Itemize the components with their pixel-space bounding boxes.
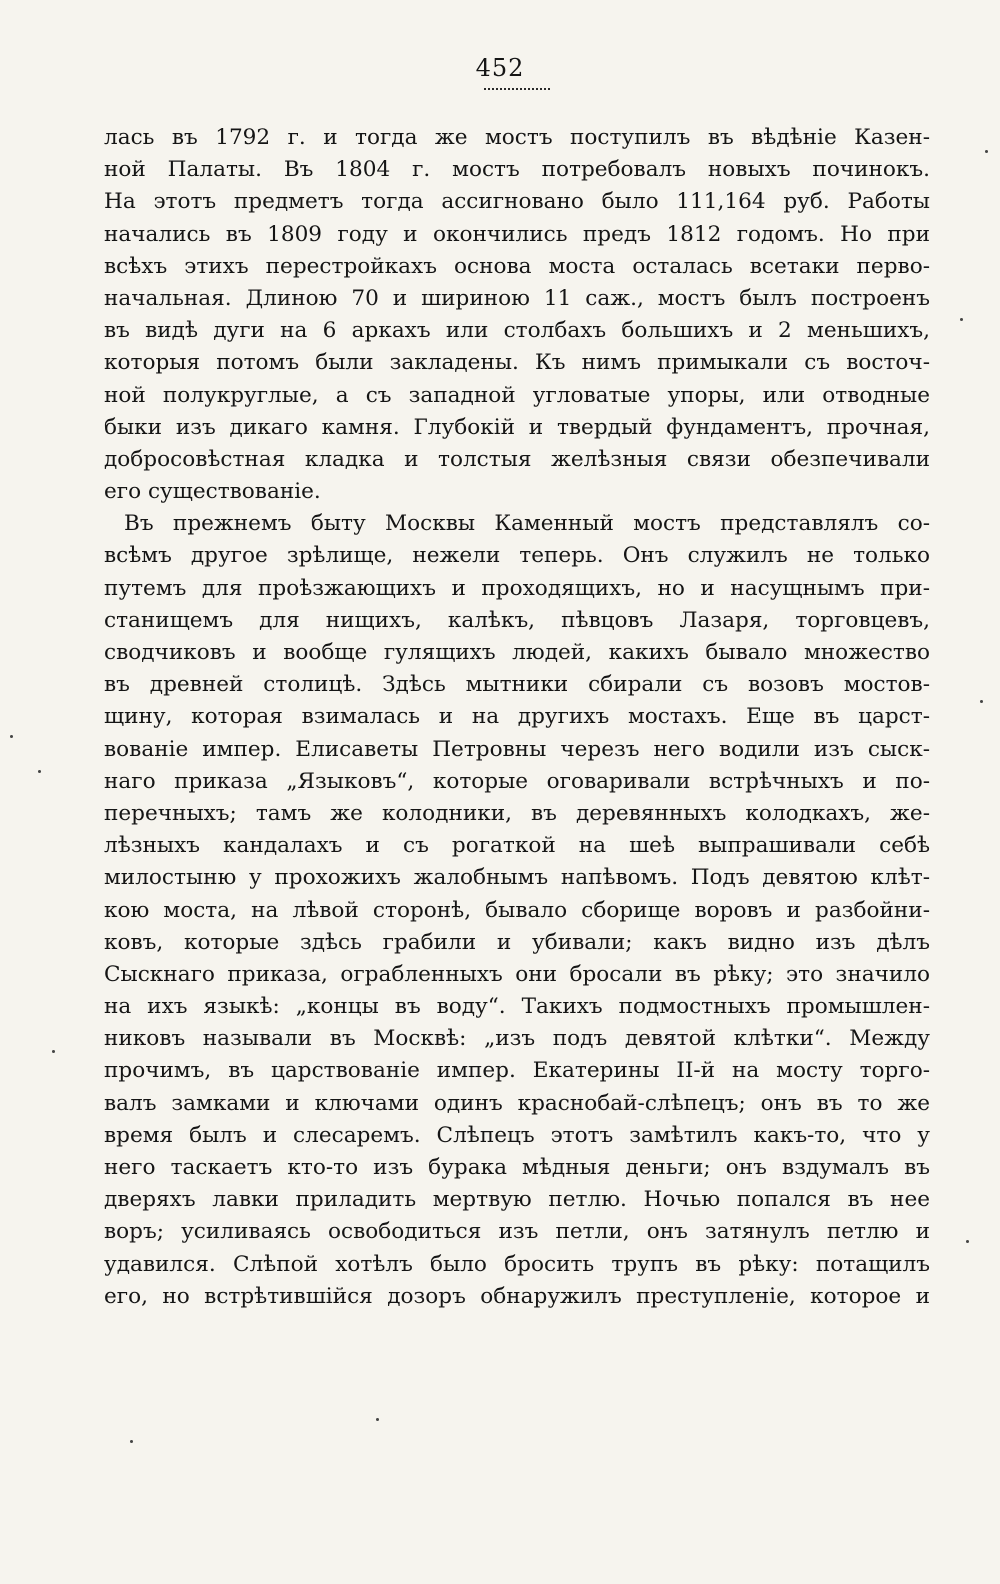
print-speck (960, 318, 963, 321)
text-line: милостыню у прохожихъ жалобнымъ напѣвомъ. Подъ девятою клѣт- (104, 865, 930, 891)
text-line: ной Палаты. Въ 1804 г. мостъ потребовалъ новыхъ починокъ. (104, 157, 930, 183)
text-line: лѣзныхъ кандалахъ и съ рогаткой на шеѣ выпрашивали себѣ (104, 833, 930, 859)
text-line: начальная. Длиною 70 и шириною 11 саж., мостъ былъ построенъ (104, 285, 930, 311)
text-line: всѣхъ этихъ перестройкахъ основа моста осталась всетаки перво- (104, 253, 930, 279)
print-speck (966, 1240, 969, 1243)
page-number: 452 (475, 54, 525, 82)
text-line: лась въ 1792 г. и тогда же мостъ поступилъ въ вѣдѣніе Казен- (104, 125, 930, 150)
text-line: щину, которая взималась и на другихъ мостахъ. Еще въ царст- (104, 704, 930, 730)
text-line: быки изъ дикаго камня. Глубокій и твердый фундаментъ, прочная, (104, 414, 930, 440)
text-line: валъ замками и ключами одинъ краснобай-слѣпецъ; онъ въ то же (104, 1090, 930, 1116)
print-speck (980, 700, 983, 703)
text-line: добросовѣстная кладка и толстыя желѣзныя связи обезпечивали (104, 446, 930, 472)
text-line: путемъ для проѣзжающихъ и проходящихъ, но и насущнымъ при- (104, 575, 930, 601)
text-line: воръ; усиливаясь освободиться изъ петли, онъ затянулъ петлю и (104, 1219, 930, 1245)
text-line: дверяхъ лавки приладить мертвую петлю. Ночью попался въ нее (104, 1187, 930, 1213)
text-line: всѣмъ другое зрѣлище, нежели теперь. Онъ служилъ не только (104, 543, 930, 569)
print-speck (38, 770, 41, 773)
print-speck (10, 735, 13, 738)
text-line: ковъ, которые здѣсь грабили и убивали; какъ видно изъ дѣлъ (104, 929, 930, 955)
print-speck (52, 1050, 55, 1053)
text-line: Сыскнаго приказа, ограбленныхъ они бросали въ рѣку; это значило (104, 961, 930, 987)
text-line: въ видѣ дуги на 6 аркахъ или столбахъ большихъ и 2 меньшихъ, (104, 318, 930, 344)
paragraph-first-line: Въ прежнемъ быту Москвы Каменный мостъ представлялъ со- (124, 511, 930, 537)
text-line: вованіе импер. Елисаветы Петровны черезъ него водили изъ сыск- (104, 736, 930, 762)
text-line: въ древней столицѣ. Здѣсь мытники сбирали съ возовъ мостов- (104, 672, 930, 698)
print-speck (985, 150, 988, 153)
text-line: время былъ и слесаремъ. Слѣпецъ этотъ замѣтилъ какъ-то, что у (104, 1122, 930, 1148)
print-speck (130, 1440, 133, 1443)
text-line: прочимъ, въ царствованіе импер. Екатерины II-й на мосту торго- (104, 1058, 930, 1084)
text-line: наго приказа „Языковъ“, которые оговаривали встрѣчныхъ и по- (104, 768, 930, 794)
text-line: ной полукруглые, а съ западной угловатые упоры, или отводные (104, 382, 930, 408)
text-line: никовъ называли въ Москвѣ: „изъ подъ девятой клѣтки“. Между (104, 1026, 930, 1052)
text-line: которыя потомъ были закладены. Къ нимъ примыкали съ восточ- (104, 350, 930, 376)
text-line: него таскаетъ кто-то изъ бурака мѣдныя деньги; онъ вздумалъ въ (104, 1155, 930, 1180)
text-line: кою моста, на лѣвой сторонѣ, бывало сборище воровъ и разбойни- (104, 897, 930, 923)
text-line: На этотъ предметъ тогда ассигновано было 111,164 руб. Работы (104, 189, 930, 215)
text-line: на ихъ языкѣ: „концы въ воду“. Такихъ подмостныхъ промышлен- (104, 994, 930, 1020)
text-line: его, но встрѣтившійся дозоръ обнаружилъ преступленіе, которое и (104, 1283, 930, 1309)
paragraph-end-line: его существованіе. (104, 479, 321, 505)
body-text (104, 122, 930, 1313)
page-number-underline (484, 88, 550, 90)
text-line: удавился. Слѣпой хотѣлъ было бросить трупъ въ рѣку: потащилъ (104, 1251, 930, 1277)
print-speck (376, 1418, 379, 1421)
text-line: начались въ 1809 году и окончились предъ 1812 годомъ. Но при (104, 221, 930, 247)
text-line: станищемъ для нищихъ, калѣкъ, пѣвцовъ Лазаря, торговцевъ, (104, 607, 930, 633)
text-line: сводчиковъ и вообще гулящихъ людей, какихъ бывало множество (104, 640, 930, 665)
text-line: перечныхъ; тамъ же колодники, въ деревянныхъ колодкахъ, же- (104, 800, 930, 826)
